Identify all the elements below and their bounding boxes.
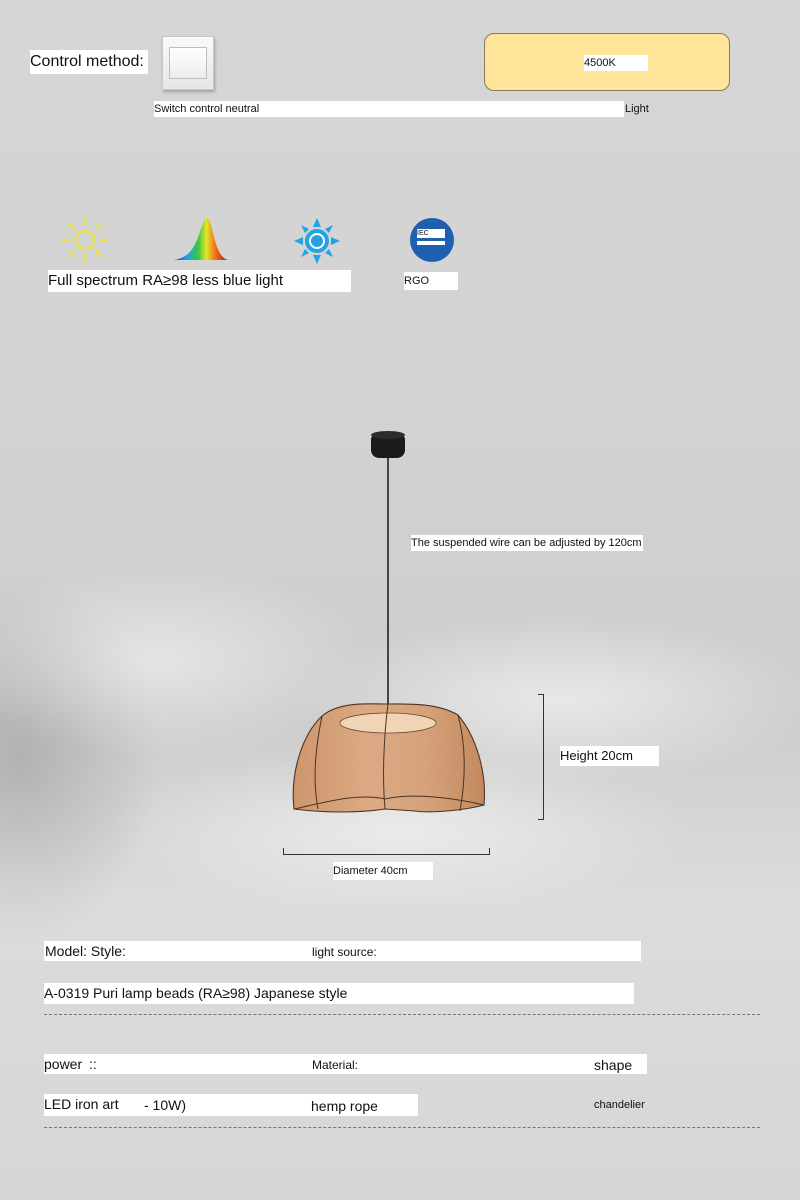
spec-row-2: A-0319 Puri lamp beads (RA≥98) Japanese style	[44, 983, 634, 1004]
color-temp-label: 4500K	[584, 55, 648, 71]
diameter-dimension-bracket	[283, 848, 490, 855]
led-value: LED iron art	[44, 1096, 119, 1112]
material-label: Material:	[312, 1058, 359, 1072]
blue-sun-icon	[294, 218, 340, 264]
wire-adjust-note: The suspended wire can be adjusted by 120cm	[411, 537, 642, 549]
shape-label: shape	[594, 1057, 633, 1073]
sun-icon	[60, 216, 110, 264]
power-label: power	[44, 1056, 83, 1072]
watt-value: - 10W)	[144, 1097, 186, 1113]
model-style-label: Model: Style:	[45, 943, 126, 959]
material-value: hemp rope	[311, 1098, 378, 1114]
wall-switch-icon	[162, 36, 214, 90]
power-separator: ::	[89, 1056, 97, 1072]
light-label: Light	[625, 103, 649, 115]
control-method-label: Control method:	[30, 50, 148, 74]
iec-label: IEC	[417, 229, 445, 238]
warm-light-panel	[484, 33, 730, 91]
rgo-label: RGO	[404, 272, 458, 290]
height-label: Height 20cm	[560, 746, 659, 766]
divider	[44, 1127, 760, 1128]
shape-value: chandelier	[594, 1099, 645, 1111]
spec-row-3	[44, 1054, 647, 1074]
spec-row-1	[44, 941, 641, 961]
switch-mode-label: Switch control neutral	[154, 101, 624, 117]
height-dimension-bracket	[538, 694, 544, 820]
iec-badge-icon	[410, 218, 454, 262]
spec-row-4	[44, 1094, 418, 1116]
divider	[44, 1014, 760, 1015]
spectrum-icon	[172, 216, 230, 262]
diameter-label: Diameter 40cm	[333, 862, 433, 880]
pendant-lamp-illustration	[270, 425, 510, 825]
features-caption: Full spectrum RA≥98 less blue light	[48, 270, 351, 292]
light-source-label: light source:	[312, 945, 377, 959]
